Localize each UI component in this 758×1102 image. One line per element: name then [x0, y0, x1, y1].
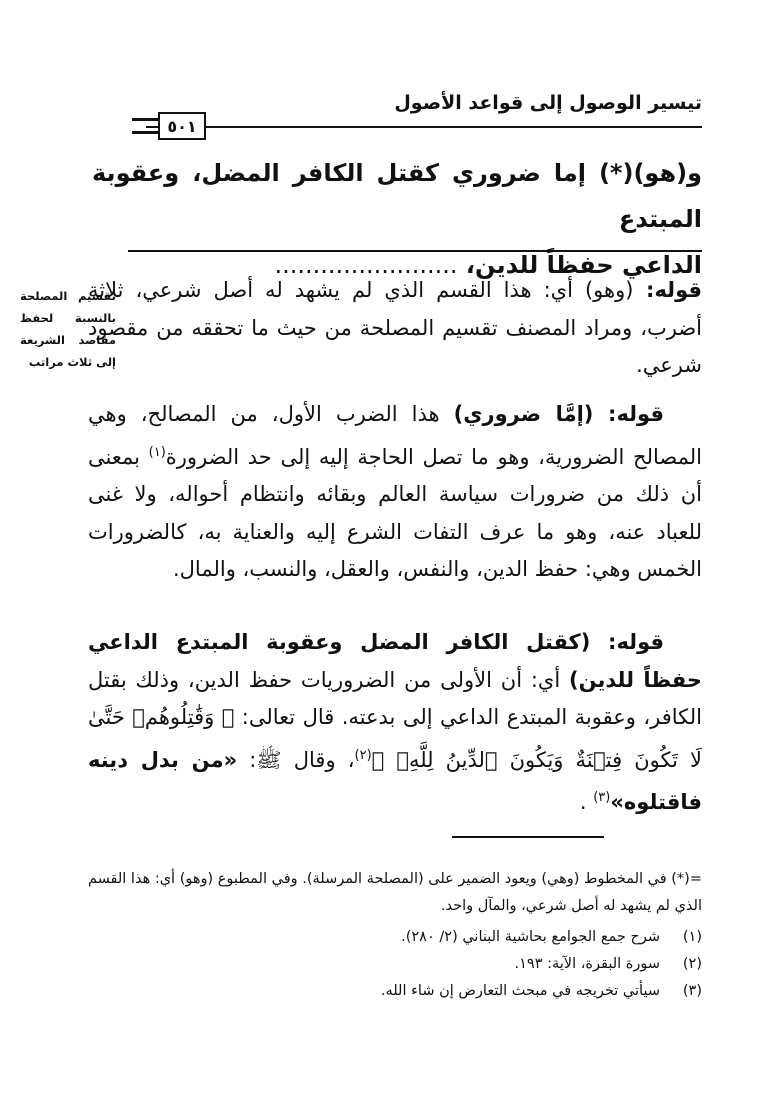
qawluh-label: قوله: [633, 278, 702, 302]
paragraph-text: (وهو) أي: هذا القسم الذي لم يشهد له أصل شرعي، ثلاثة أضرب، ومراد المصنف تقسيم المصلحة من حيث ما تحققه من مقصود شرعي. [88, 278, 702, 377]
matn-dots: ........................ [274, 251, 458, 279]
paragraph-text: . [579, 790, 594, 814]
quran-verse: ﴿ وَقَٰتِلُوهُمۡ حَتَّىٰ لَا تَكُونَ فِتۡنَةٌ وَيَكُونَ ٱلدِّينُ لِلَّهِۖ ﴾ [88, 705, 702, 772]
footnote-number: (٢) [682, 956, 702, 972]
footnote-number: (٣) [682, 983, 702, 999]
margin-note: تقسيم المصلحة بالنسبة لحفظ مقاصد الشريعة إلى ثلاث مراتب [20, 289, 116, 369]
qawluh-label: قوله: (كقتل الكافر المضل وعقوبة المبتدع الداعي حفظاً للدين) [88, 630, 703, 692]
page-number-ornament [132, 118, 158, 134]
matn-line-1: و(هو)(*) إما ضروري كقتل الكافر المضل، وعقوبة المبتدع [92, 159, 702, 233]
hadith-text: «من بدل دينه فاقتلوه» [88, 747, 702, 814]
footnote-rule [452, 836, 604, 838]
commentary-paragraph-2 [88, 396, 702, 589]
paragraph-text: هذا الضرب الأول، من المصالح، وهي المصالح الضرورية، وهو ما تصل الحاجة إليه إلى حد الضرورة [88, 402, 702, 469]
matn-text [92, 150, 702, 288]
footnote-number: (١) [682, 929, 702, 945]
footnote-text: شرح جمع الجوامع بحاشية البناني (٢/ ٢٨٠). [401, 929, 660, 945]
commentary-paragraph-3 [88, 624, 702, 822]
footnotes [82, 866, 702, 1005]
commentary-paragraph-1 [88, 272, 702, 385]
paragraph-text: ، وقال ﷺ: [237, 747, 355, 772]
paragraph-text: أي: أن الأولى من الضروريات حفظ الدين، وذلك بقتل الكافر، وعقوبة المبتدع الداعي إلى بدعته. قال تعالى: [88, 667, 702, 729]
header-rule [146, 126, 702, 128]
paragraph-text: بمعنى أن ذلك من ضرورات سياسة العالم وبقائه وانتظام أحواله، ولا غنى للعباد عنه، وهو ما عرف التفات الشرع إليه والعناية به، كالضرورات الخمس وهي: حفظ الدين، والنفس، والعقل، والنسب، والمال. [88, 444, 702, 581]
footnote-3 [82, 978, 702, 1005]
running-title: تيسير الوصول إلى قواعد الأصول [394, 92, 702, 114]
matn-rule [128, 250, 702, 252]
footnote-2 [82, 951, 702, 978]
footnote-text: سورة البقرة، الآية: ١٩٣. [514, 956, 660, 972]
matn-line-2-text: الداعي حفظاً للدين، [465, 251, 702, 279]
footnote-ref: (١) [148, 444, 166, 460]
qawluh-label: قوله: (إمَّا ضروري) [453, 402, 664, 426]
footnote-1 [82, 924, 702, 951]
footnote-ref: (٢) [354, 747, 372, 763]
footnote-star: =(*) في المخطوط (وهي) ويعود الضمير على (المصلحة المرسلة). وفي المطبوع (وهو) أي: هذا القسم الذي لم يشهد له أصل شرعي، والمآل واحد. [87, 871, 702, 914]
footnote-ref: (٣) [593, 790, 611, 805]
page-number: ٥٠١ [158, 112, 206, 140]
footnote-text: سيأتي تخريجه في مبحث التعارض إن شاء الله. [380, 983, 660, 999]
